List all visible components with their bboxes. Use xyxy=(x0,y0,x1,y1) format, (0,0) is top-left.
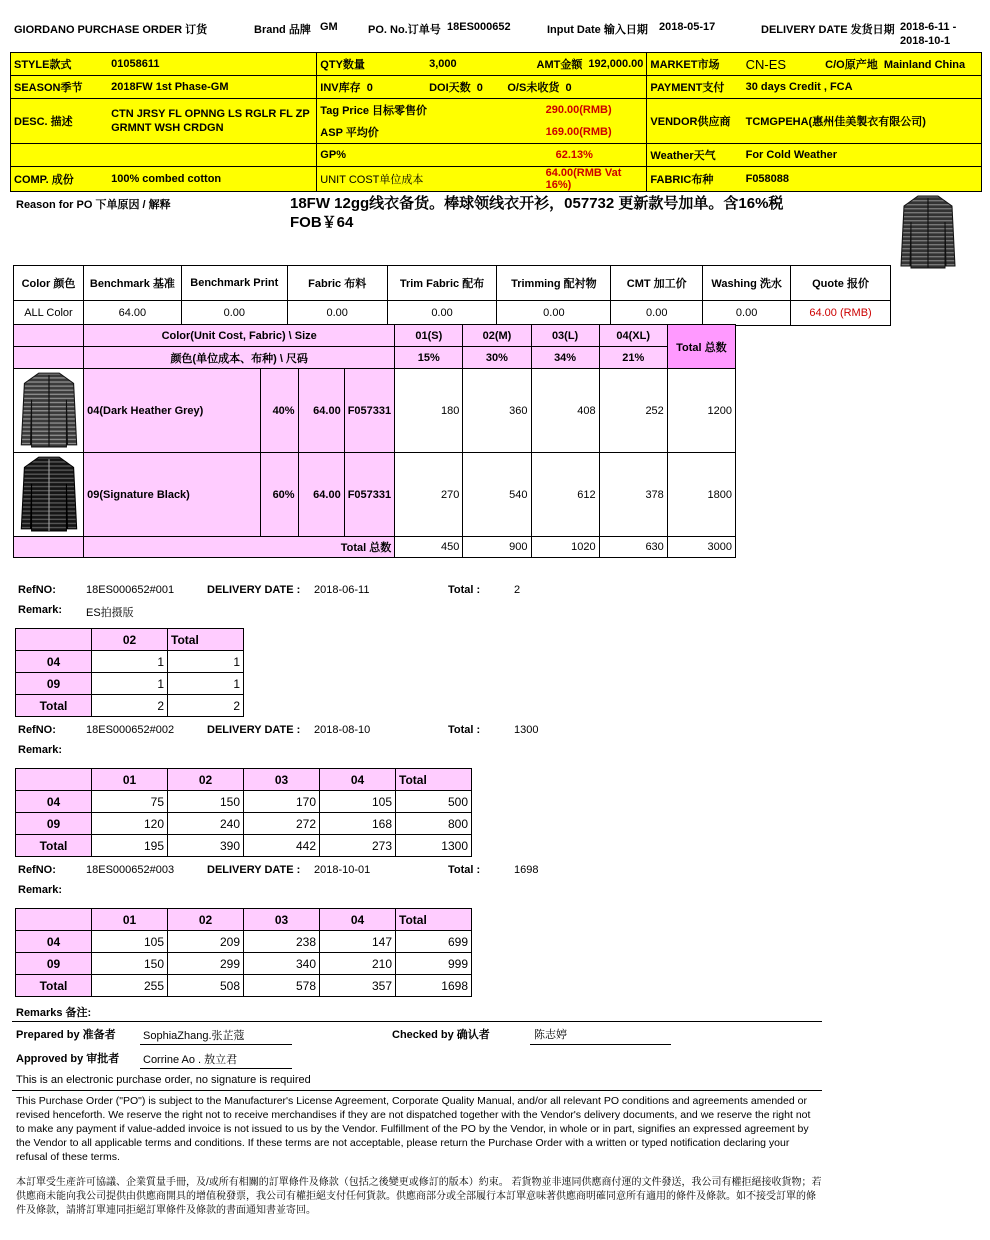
qty-cell: 378 xyxy=(599,453,667,537)
inv-label: INV库存 xyxy=(320,82,361,94)
delivery-color: 04 xyxy=(16,791,92,813)
delivery-color: Total xyxy=(16,975,92,997)
size-row-black xyxy=(14,453,736,537)
input-date-label: Input Date 输入日期 xyxy=(547,24,648,36)
delivery-qty: 272 xyxy=(244,813,320,835)
color-cost: 64.00 xyxy=(298,453,344,537)
delivery-3-table xyxy=(15,908,472,997)
gp-label: GP% xyxy=(317,144,526,167)
payment-value: 30 days Credit , FCA xyxy=(743,76,982,99)
delivery-qty: 255 xyxy=(92,975,168,997)
delivery-total: 2 xyxy=(514,584,521,596)
cost-value: 0.00 xyxy=(181,301,287,326)
info-row-style xyxy=(11,53,982,76)
color-swatch-cell xyxy=(14,453,84,537)
grand-total-label: Total 总数 xyxy=(84,537,395,558)
size-header-title-cn: 颜色(单位成本、布种) \ 尺码 xyxy=(84,347,395,369)
inv-cell xyxy=(317,76,426,99)
color-pct: 60% xyxy=(260,453,298,537)
brand-label: Brand 品牌 xyxy=(254,24,311,36)
weather-label: Weather天气 xyxy=(647,144,743,167)
delivery-qty: 1 xyxy=(92,651,168,673)
delivery-qty: 238 xyxy=(244,931,320,953)
delivery-qty: 150 xyxy=(168,791,244,813)
remark-text: ES拍摄版 xyxy=(86,607,134,619)
divider xyxy=(12,1021,822,1022)
info-row-season xyxy=(11,76,982,99)
size-col-header: 03 xyxy=(244,769,320,791)
cost-value: 0.00 xyxy=(287,301,387,326)
delivery-qty: 240 xyxy=(168,813,244,835)
delivery-date-range-start: 2018-6-11 - xyxy=(900,21,957,33)
comp-value: 100% combed cotton xyxy=(108,167,317,192)
size-col-header: 02 xyxy=(92,629,168,651)
asp-label: ASP 平均价 xyxy=(317,121,526,144)
cost-value: 64.00 xyxy=(83,301,181,326)
market-value: CN-ES xyxy=(743,53,823,76)
size-grand-total-row xyxy=(14,537,736,558)
delivery-date-range-end: 2018-10-1 xyxy=(900,35,951,47)
season-value: 2018FW 1st Phase-GM xyxy=(108,76,317,99)
amt-value: 192,000.00 xyxy=(585,53,647,76)
delivery-total-label: Total : xyxy=(448,584,481,596)
prepared-by-name: SophiaZhang.张芷蔻 xyxy=(143,1030,245,1042)
fabric-value: F058088 xyxy=(743,167,982,192)
color-name: 04(Dark Heather Grey) xyxy=(84,369,260,453)
ref-number: 18ES000652#003 xyxy=(86,864,175,876)
size-col-header: 01 xyxy=(92,769,168,791)
ref-number: 18ES000652#001 xyxy=(86,584,175,596)
approved-by-label: Approved by 审批者 xyxy=(16,1053,120,1065)
delivery-qty: 105 xyxy=(320,791,396,813)
delivery-qty: 357 xyxy=(320,975,396,997)
delivery-row xyxy=(16,813,472,835)
remark-label: Remark: xyxy=(18,744,63,756)
delivery-total-row xyxy=(16,695,244,717)
cost-value-row xyxy=(14,301,891,326)
legal-text-chinese: 本訂單受生產許可協議、企業質量手冊，及/或所有相關的訂單條件及條款（包括之後變更或修訂的版本）約束。 若貨物並非連同供應商付運的文件發送，我公司有權拒絕接收貨物；若供應商未能向我公司提供由供應商開具的增值稅發票，我公司有權拒絕支付任何貨款。供應商部分或全部履行本訂單意味著供應商明確同意所有適用的條件及條款。如不接受訂單的條件及條款，請將訂單連同拒絕訂單條件及條款的書面通知書並寄回。 xyxy=(16,1177,822,1216)
info-row-desc xyxy=(11,99,982,122)
size-ratio: 21% xyxy=(599,347,667,369)
size-col-header: 01 xyxy=(92,909,168,931)
size-label: 01(S) xyxy=(395,325,463,347)
cost-value: ALL Color xyxy=(14,301,84,326)
delivery-row xyxy=(16,651,244,673)
ref-label: RefNO: xyxy=(18,724,56,736)
remark-label: Remark: xyxy=(18,884,63,896)
delivery-color: 09 xyxy=(16,673,92,695)
delivery-qty: 390 xyxy=(168,835,244,857)
cost-value: 0.00 xyxy=(611,301,703,326)
document-title: GIORDANO PURCHASE ORDER 订货 xyxy=(14,24,208,36)
delivery-qty: 147 xyxy=(320,931,396,953)
product-image-jacket xyxy=(900,192,956,270)
unit-cost-label: UNIT COST单位成本 xyxy=(317,167,526,192)
delivery-qty: 1 xyxy=(168,651,244,673)
size-header-row-2 xyxy=(14,347,736,369)
size-breakdown-table xyxy=(13,324,736,558)
total-col-header: Total xyxy=(396,769,472,791)
delivery-total: 1300 xyxy=(514,724,539,736)
approved-by-name: Corrine Ao . 敖立君 xyxy=(143,1054,238,1066)
product-thumbnail-grey-jacket xyxy=(18,369,80,449)
size-col-header: 02 xyxy=(168,769,244,791)
total-col-header: Total xyxy=(168,629,244,651)
color-fabric: F057331 xyxy=(344,369,395,453)
delivery-color: 04 xyxy=(16,651,92,673)
cost-header: Benchmark Print xyxy=(181,266,287,301)
remark-label: Remark: xyxy=(18,604,63,616)
delivery-color: 09 xyxy=(16,953,92,975)
qty-cell: 360 xyxy=(463,369,531,453)
ref-label: RefNO: xyxy=(18,584,56,596)
delivery-qty: 299 xyxy=(168,953,244,975)
season-label: SEASON季节 xyxy=(11,76,109,99)
signature-line xyxy=(530,1044,671,1045)
qty-value: 3,000 xyxy=(426,53,525,76)
cost-header-row xyxy=(14,266,891,301)
total-col-header: Total xyxy=(396,909,472,931)
divider xyxy=(12,1090,822,1091)
doi-value: 0 xyxy=(476,82,483,94)
size-total-header: Total 总数 xyxy=(667,325,735,369)
cost-header: Quote 报价 xyxy=(791,266,891,301)
delivery-date: 2018-10-01 xyxy=(314,864,371,876)
grand-total-cell: 3000 xyxy=(667,537,735,558)
size-ratio: 15% xyxy=(395,347,463,369)
delivery-1-table xyxy=(15,628,244,717)
color-swatch-cell xyxy=(14,369,84,453)
weather-value: For Cold Weather xyxy=(743,144,982,167)
delivery-total-label: Total : xyxy=(448,724,481,736)
signature-line xyxy=(140,1044,292,1045)
delivery-qty: 273 xyxy=(320,835,396,857)
po-number-label: PO. No.订单号 xyxy=(368,24,441,36)
delivery-header-row xyxy=(16,909,472,931)
delivery-qty: 2 xyxy=(92,695,168,717)
cost-header: Color 颜色 xyxy=(14,266,84,301)
row-total: 1200 xyxy=(667,369,735,453)
delivery-row xyxy=(16,791,472,813)
prepared-by-label: Prepared by 准备者 xyxy=(16,1029,116,1041)
size-col-header: 04 xyxy=(320,909,396,931)
cost-value-quote: 64.00 (RMB) xyxy=(791,301,891,326)
grand-total-cell: 900 xyxy=(463,537,531,558)
comp-label: COMP. 成份 xyxy=(11,167,109,192)
delivery-qty: 699 xyxy=(396,931,472,953)
ref-number: 18ES000652#002 xyxy=(86,724,175,736)
color-pct: 40% xyxy=(260,369,298,453)
delivery-date: 2018-08-10 xyxy=(314,724,371,736)
size-ratio: 34% xyxy=(531,347,599,369)
delivery-qty: 578 xyxy=(244,975,320,997)
cost-value: 0.00 xyxy=(387,301,497,326)
delivery-qty: 800 xyxy=(396,813,472,835)
delivery-total-row xyxy=(16,975,472,997)
doi-label: DOI天数 xyxy=(429,82,471,94)
delivery-date-label: DELIVERY DATE 发货日期 xyxy=(761,24,895,36)
cost-value: 0.00 xyxy=(497,301,611,326)
row-total: 1800 xyxy=(667,453,735,537)
delivery-qty: 1 xyxy=(92,673,168,695)
qty-cell: 612 xyxy=(531,453,599,537)
delivery-qty: 170 xyxy=(244,791,320,813)
os-value: 0 xyxy=(565,82,572,94)
delivery-total-row xyxy=(16,835,472,857)
delivery-qty: 1 xyxy=(168,673,244,695)
input-date: 2018-05-17 xyxy=(659,21,716,33)
gp-value: 62.13% xyxy=(526,144,647,167)
vendor-value: TCMGPEHA(惠州佳美製衣有限公司) xyxy=(743,99,982,144)
delivery-qty: 340 xyxy=(244,953,320,975)
delivery-date-label: DELIVERY DATE : xyxy=(207,724,301,736)
qty-label: QTY数量 xyxy=(317,53,426,76)
reason-line-2: FOB￥64 xyxy=(290,214,354,231)
signature-line xyxy=(140,1068,292,1069)
po-number: 18ES000652 xyxy=(447,21,511,33)
info-row-comp xyxy=(11,167,982,192)
brand-value: GM xyxy=(320,21,338,33)
size-header-title-en: Color(Unit Cost, Fabric) \ Size xyxy=(84,325,395,347)
size-label: 04(XL) xyxy=(599,325,667,347)
qty-cell: 270 xyxy=(395,453,463,537)
checked-by-label: Checked by 确认者 xyxy=(392,1029,490,1041)
cost-header: Fabric 布料 xyxy=(287,266,387,301)
amt-label: AMT金额 xyxy=(526,53,586,76)
delivery-qty: 1698 xyxy=(396,975,472,997)
os-label: O/S未收货 xyxy=(507,82,560,94)
order-info-table xyxy=(10,52,982,192)
qty-cell: 408 xyxy=(531,369,599,453)
payment-label: PAYMENT支付 xyxy=(647,76,743,99)
delivery-qty: 2 xyxy=(168,695,244,717)
doi-cell xyxy=(426,76,585,99)
delivery-qty: 210 xyxy=(320,953,396,975)
delivery-date-label: DELIVERY DATE : xyxy=(207,584,301,596)
cost-header: CMT 加工价 xyxy=(611,266,703,301)
size-label: 02(M) xyxy=(463,325,531,347)
electronic-notice: This is an electronic purchase order, no signature is required xyxy=(16,1074,311,1086)
checked-by-name: 陈志婷 xyxy=(534,1029,567,1041)
qty-cell: 252 xyxy=(599,369,667,453)
remarks-label: Remarks 备注: xyxy=(16,1007,92,1019)
delivery-qty: 75 xyxy=(92,791,168,813)
origin-label: C/O原产地 xyxy=(825,59,878,71)
cost-breakdown-table xyxy=(13,265,891,326)
delivery-date-label: DELIVERY DATE : xyxy=(207,864,301,876)
color-cost: 64.00 xyxy=(298,369,344,453)
delivery-qty: 442 xyxy=(244,835,320,857)
vendor-label: VENDOR供应商 xyxy=(647,99,743,144)
delivery-color: Total xyxy=(16,835,92,857)
delivery-row xyxy=(16,931,472,953)
grand-total-cell: 450 xyxy=(395,537,463,558)
reason-text xyxy=(290,194,783,232)
delivery-qty: 168 xyxy=(320,813,396,835)
delivery-date: 2018-06-11 xyxy=(314,584,370,596)
delivery-qty: 150 xyxy=(92,953,168,975)
delivery-total: 1698 xyxy=(514,864,539,876)
reason-label: Reason for PO 下单原因 / 解释 xyxy=(16,199,171,211)
color-fabric: F057331 xyxy=(344,453,395,537)
reason-line-1: 18FW 12gg线衣备货。棒球领线衣开衫，057732 更新款号加单。含16%税 xyxy=(290,195,784,212)
delivery-qty: 209 xyxy=(168,931,244,953)
fabric-label: FABRIC布种 xyxy=(647,167,743,192)
market-label: MARKET市场 xyxy=(647,53,743,76)
size-label: 03(L) xyxy=(531,325,599,347)
delivery-qty: 508 xyxy=(168,975,244,997)
qty-cell: 540 xyxy=(463,453,531,537)
tag-price-label: Tag Price 目标零售价 xyxy=(317,99,526,122)
delivery-qty: 500 xyxy=(396,791,472,813)
delivery-2-table xyxy=(15,768,472,857)
qty-cell: 180 xyxy=(395,369,463,453)
ref-label: RefNO: xyxy=(18,864,56,876)
delivery-color: Total xyxy=(16,695,92,717)
style-value: 01058611 xyxy=(108,53,317,76)
origin-value: Mainland China xyxy=(883,59,966,71)
delivery-color: 09 xyxy=(16,813,92,835)
origin-cell xyxy=(822,53,981,76)
info-row-gp xyxy=(11,144,982,167)
size-ratio: 30% xyxy=(463,347,531,369)
cost-header: Washing 洗水 xyxy=(703,266,791,301)
color-name: 09(Signature Black) xyxy=(84,453,260,537)
style-label: STYLE款式 xyxy=(11,53,109,76)
size-col-header: 04 xyxy=(320,769,396,791)
size-header-row-1 xyxy=(14,325,736,347)
desc-label: DESC. 描述 xyxy=(11,99,109,144)
delivery-total-label: Total : xyxy=(448,864,481,876)
grand-total-cell: 630 xyxy=(599,537,667,558)
asp-value: 169.00(RMB) xyxy=(545,126,612,138)
size-row-dark-grey xyxy=(14,369,736,453)
cost-value: 0.00 xyxy=(703,301,791,326)
size-col-header: 02 xyxy=(168,909,244,931)
cost-header: Trim Fabric 配布 xyxy=(387,266,497,301)
product-thumbnail-black-jacket xyxy=(18,453,80,533)
delivery-row xyxy=(16,673,244,695)
desc-value: CTN JRSY FL OPNNG LS RGLR FL ZP GRMNT WSH CRDGN xyxy=(108,99,317,144)
grand-total-cell: 1020 xyxy=(531,537,599,558)
size-col-header: 03 xyxy=(244,909,320,931)
inv-value: 0 xyxy=(366,82,373,94)
delivery-qty: 999 xyxy=(396,953,472,975)
tag-price-value: 290.00(RMB) xyxy=(526,99,647,122)
delivery-qty: 120 xyxy=(92,813,168,835)
cost-header: Trimming 配衬物 xyxy=(497,266,611,301)
delivery-qty: 105 xyxy=(92,931,168,953)
cost-header: Benchmark 基准 xyxy=(83,266,181,301)
legal-text-english: This Purchase Order ("PO") is subject to the Manufacturer's License Agreement, Corporate Quality Manual, and/or all relevant PO conditions and agreements amended or revised henceforth. We reserve the right not to receive merchandises if they are not dispatched together with the Vendor's delivery documents, and we reserve the right not to make any payment if value-added invoice is not issued to us by the Vendor. Fulfillment of the PO by the Vendor, in whole or in part, signifies an expressed agreement by the Vendor to all applicable terms and conditions. If these terms are not acceptable, please return the Purchase Order with a written or typed notification declaring your refusal of these terms. xyxy=(16,1095,811,1163)
delivery-header-row xyxy=(16,769,472,791)
delivery-qty: 1300 xyxy=(396,835,472,857)
unit-cost-value: 64.00(RMB Vat 16%) xyxy=(526,167,647,192)
delivery-header-row xyxy=(16,629,244,651)
delivery-color: 04 xyxy=(16,931,92,953)
delivery-row xyxy=(16,953,472,975)
delivery-qty: 195 xyxy=(92,835,168,857)
